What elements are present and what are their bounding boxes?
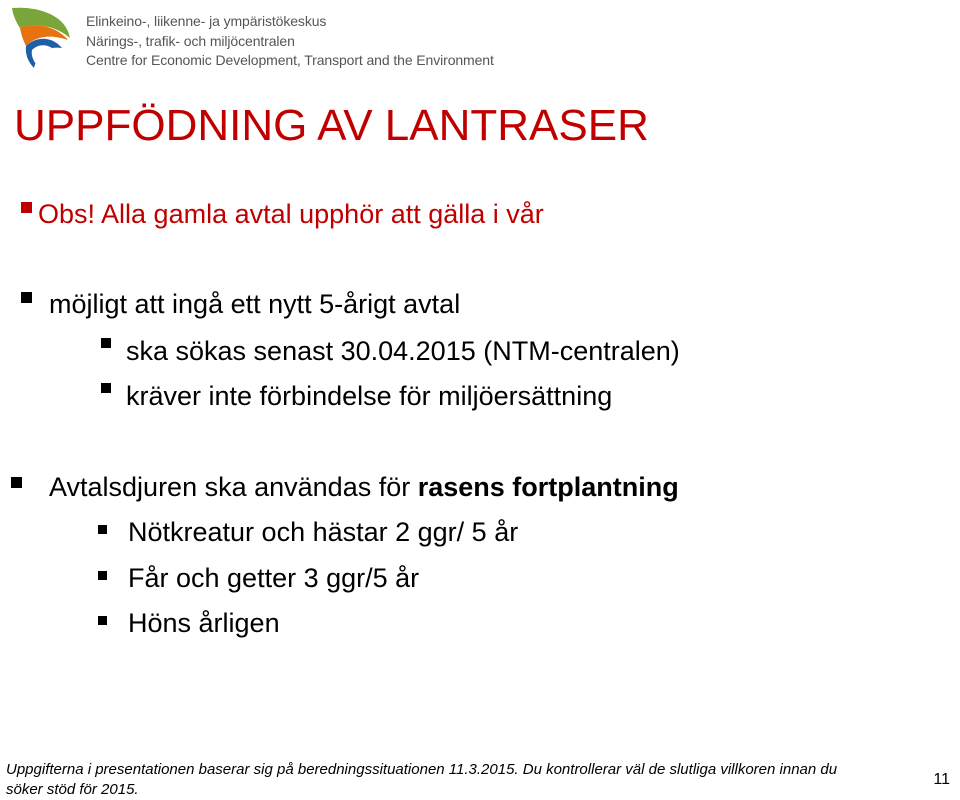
sub-bullet-square-icon bbox=[101, 338, 111, 348]
slide-title: UPPFÖDNING AV LANTRASER bbox=[14, 101, 649, 150]
bullet-1-sub-1-text: ska sökas senast 30.04.2015 (NTM-centralen) bbox=[126, 336, 680, 366]
sub-bullet-square-icon bbox=[101, 383, 111, 393]
bullet-1-text: möjligt att ingå ett nytt 5-årigt avtal bbox=[49, 289, 461, 319]
sub-bullet-square-icon bbox=[98, 571, 107, 580]
org-name-finnish: Elinkeino-, liikenne- ja ympäristökeskus bbox=[86, 13, 327, 29]
bullet-2-sub-1-text: Nötkreatur och hästar 2 ggr/ 5 år bbox=[128, 517, 519, 547]
bullet-2-sub-3-text: Höns årligen bbox=[128, 608, 280, 638]
bullet-2-text-prefix: Avtalsdjuren ska användas för bbox=[49, 472, 418, 502]
bullet-1-sub-2-text: kräver inte förbindelse för miljöersättning bbox=[126, 381, 613, 411]
organization-name bbox=[86, 12, 494, 71]
org-name-swedish: Närings-, trafik- och miljöcentralen bbox=[86, 32, 295, 49]
bullet-2-text-bold: rasens fortplantning bbox=[417, 472, 679, 502]
footer-disclaimer-line-2: söker stöd för 2015. bbox=[6, 781, 139, 798]
sub-bullet-square-icon bbox=[98, 616, 107, 625]
footer-disclaimer bbox=[6, 760, 906, 800]
sub-bullet-square-icon bbox=[98, 525, 107, 534]
org-name-english: Centre for Economic Development, Transport and the Environment bbox=[86, 52, 494, 68]
bullet-2-sub-2-text: Får och getter 3 ggr/5 år bbox=[128, 563, 420, 593]
footer-disclaimer-line-1: Uppgifterna i presentationen baserar sig på beredningssituationen 11.3.2015. Du kontrollerar väl de slutliga villkoren innan du bbox=[6, 761, 838, 778]
page-number: 11 bbox=[933, 771, 950, 788]
bullet-square-icon bbox=[21, 292, 32, 303]
bullet-2-text bbox=[49, 471, 679, 503]
ely-centre-logo-icon bbox=[6, 4, 74, 72]
obs-bullet-icon bbox=[21, 202, 32, 213]
obs-note: Obs! Alla gamla avtal upphör att gälla i vår bbox=[38, 199, 544, 229]
bullet-square-icon bbox=[11, 477, 22, 488]
